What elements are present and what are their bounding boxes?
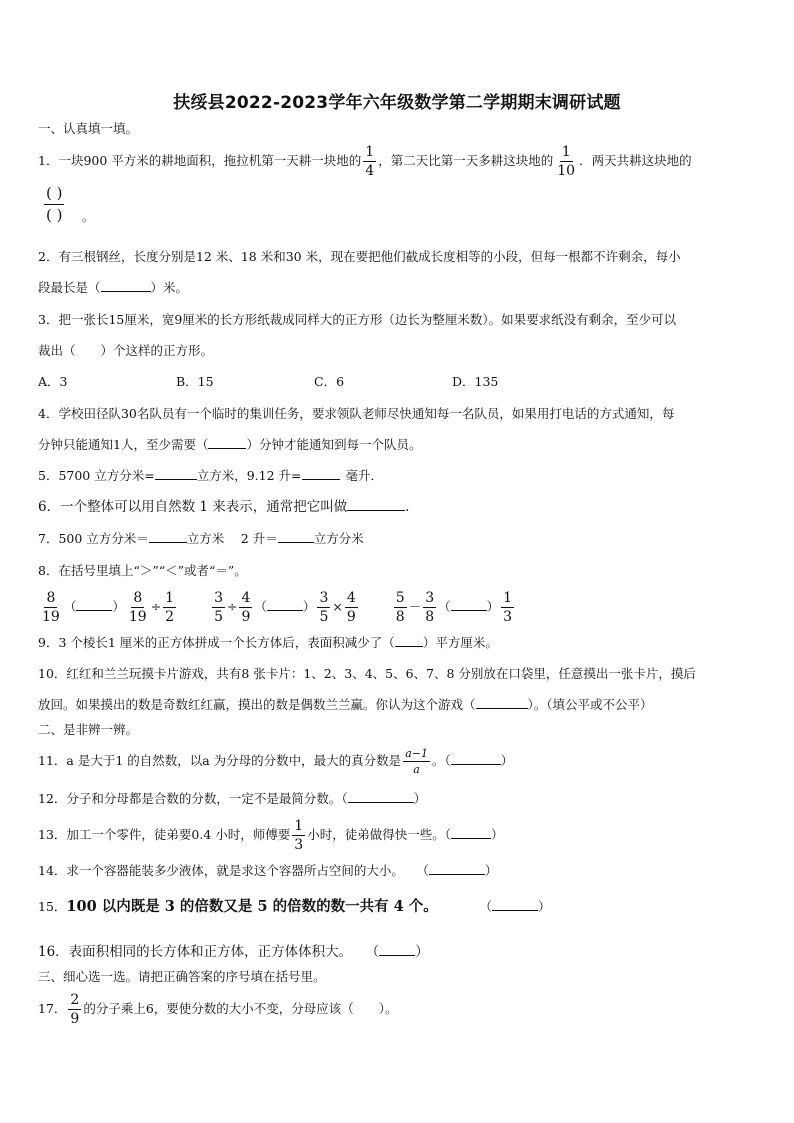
question-14: 14．求一个容器能装多少液体，就是求这个容器所占空间的大小。 （ ） (38, 863, 498, 878)
comparison-group-1: $\frac{8}{19}$ （ ） $\frac{8}{19}$ ÷ $\frac{1}{2}$ (42, 589, 175, 625)
answer-blank[interactable] (451, 752, 501, 765)
fraction-two-ninths: $\frac{2}{9}$ (70, 992, 80, 1027)
option-a[interactable]: A．3 (38, 374, 68, 389)
answer-blank[interactable] (208, 436, 246, 449)
question-3-line-2: 裁出（ ）个这样的正方形。 (38, 343, 214, 358)
answer-blank[interactable] (492, 898, 538, 911)
question-15: 15．100 以内既是 3 的倍数又是 5 的倍数的数一共有 4 个。 （ ） (38, 898, 551, 915)
question-13: 13．加工一个零件，徒弟要0.4 小时，师傅要 $\frac{1}{3}$ 小时，徒弟做得快一些。（ ） (38, 818, 504, 853)
question-10-line-1: 10．红红和兰兰玩摸卡片游戏，共有8 张卡片：1、2、3、4、5、6、7、8 分别放在口袋里，任意摸出一张卡片，摸后 (38, 666, 696, 681)
question-4-line-2: 分钟只能通知1人，至少需要（ ）分钟才能通知到每一个队员。 (38, 437, 422, 452)
answer-blank[interactable] (451, 826, 491, 839)
comparison-blank[interactable] (267, 598, 303, 611)
question-8: 8．在括号里填上“＞”“＜”或者“＝”。 (38, 563, 247, 578)
fraction-one-third: $\frac{1}{3}$ (294, 818, 304, 853)
question-16: 16．表面积相同的长方体和正方体，正方体体积大。 （ ） (38, 944, 429, 960)
question-17: 17． $\frac{2}{9}$ 的分子乘上6，要使分数的大小不变，分母应该（ ）。 (38, 992, 398, 1027)
question-1: 1．一块900 平方米的耕地面积，拖拉机第一天耕一块地的 $\frac{1}{4}$ ，第二天比第一天多耕这块地的 $\frac{1}{10}$ ．两天共耕这块地的 (38, 144, 692, 179)
question-3-line-1: 3．把一张长15厘米，宽9厘米的长方形纸裁成同样大的正方形（边长为整厘米数）。如果要求纸没有剩余，至少可以 (38, 312, 677, 327)
question-12: 12．分子和分母都是合数的分数，一定不是最简分数。（ ） (38, 791, 427, 806)
section-heading-1: 一、认真填一填。 (38, 121, 139, 136)
page-title: 扶绥县2022-2023学年六年级数学第二学期期末调研试题 (173, 93, 621, 113)
comparison-blank[interactable] (451, 598, 487, 611)
comparison-group-3: $\frac{5}{8}$ － $\frac{3}{8}$ （ ） $\frac{1}{3}$ (395, 589, 513, 625)
question-11: 11．a 是大于1 的自然数，以a 为分母的分数中，最大的真分数是 $\frac{a-1}{a}$ 。（ ） (38, 747, 514, 776)
question-5: 5．5700 立方分米= 立方米，9.12 升= 毫升． (38, 468, 384, 483)
answer-blank[interactable] (395, 634, 423, 647)
comparison-blank[interactable] (76, 598, 112, 611)
comparison-group-2: $\frac{3}{5}$ ÷ $\frac{4}{9}$ （ ） $\frac{3}{5}$ × $\frac{4}{9}$ (214, 589, 356, 625)
answer-blank[interactable] (429, 862, 485, 875)
section-heading-3: 三、细心选一选。请把正确答案的序号填在括号里。 (38, 969, 326, 984)
question-7: 7．500 立方分米＝ 立方米 2 升＝ 立方分米 (38, 531, 364, 546)
answer-blank[interactable] (347, 498, 405, 511)
option-d[interactable]: D．135 (452, 374, 499, 389)
answer-blank[interactable] (149, 530, 187, 543)
answer-fraction-blank[interactable]: ( ) ( ) (46, 184, 63, 224)
fraction-one-tenth: $\frac{1}{10}$ (557, 144, 576, 179)
answer-blank[interactable] (278, 530, 314, 543)
question-8-comparisons (38, 588, 544, 625)
fraction-a-minus-1-over-a: $\frac{a-1}{a}$ (405, 747, 428, 776)
option-c[interactable]: C．6 (314, 374, 345, 389)
question-10-line-2: 放回。如果摸出的数是奇数红红赢，摸出的数是偶数兰兰赢。你认为这个游戏（ ）。（填公平或不公平） (38, 697, 653, 712)
section-heading-2: 二、是非辨一辨。 (38, 722, 139, 737)
question-4-line-1: 4．学校田径队30名队员有一个临时的集训任务，要求领队老师尽快通知每一名队员，如果用打电话的方式通知，每 (38, 406, 675, 421)
answer-blank[interactable] (379, 943, 415, 956)
answer-blank[interactable] (476, 696, 528, 709)
question-9: 9．3 个棱长1 厘米的正方体拼成一个长方体后，表面积减少了（ ）平方厘米。 (38, 635, 498, 650)
answer-blank[interactable] (302, 467, 340, 480)
answer-blank[interactable] (155, 467, 197, 480)
question-6: 6．一个整体可以用自然数 1 来表示，通常把它叫做 ． (38, 499, 419, 515)
question-1-end: 。 (82, 210, 95, 224)
question-2-line-2: 段最长是（ ）米。 (38, 280, 189, 295)
question-3-options (38, 373, 590, 391)
answer-blank[interactable] (101, 279, 151, 292)
fraction-one-quarter: $\frac{1}{4}$ (365, 144, 375, 179)
question-2-line-1: 2．有三根钢丝，长度分别是12 米、18 米和30 米，现在要把他们截成长度相等的小段，但每一根都不许剩余，每小 (38, 249, 681, 264)
answer-blank[interactable] (348, 790, 414, 803)
option-b[interactable]: B．15 (176, 374, 214, 389)
